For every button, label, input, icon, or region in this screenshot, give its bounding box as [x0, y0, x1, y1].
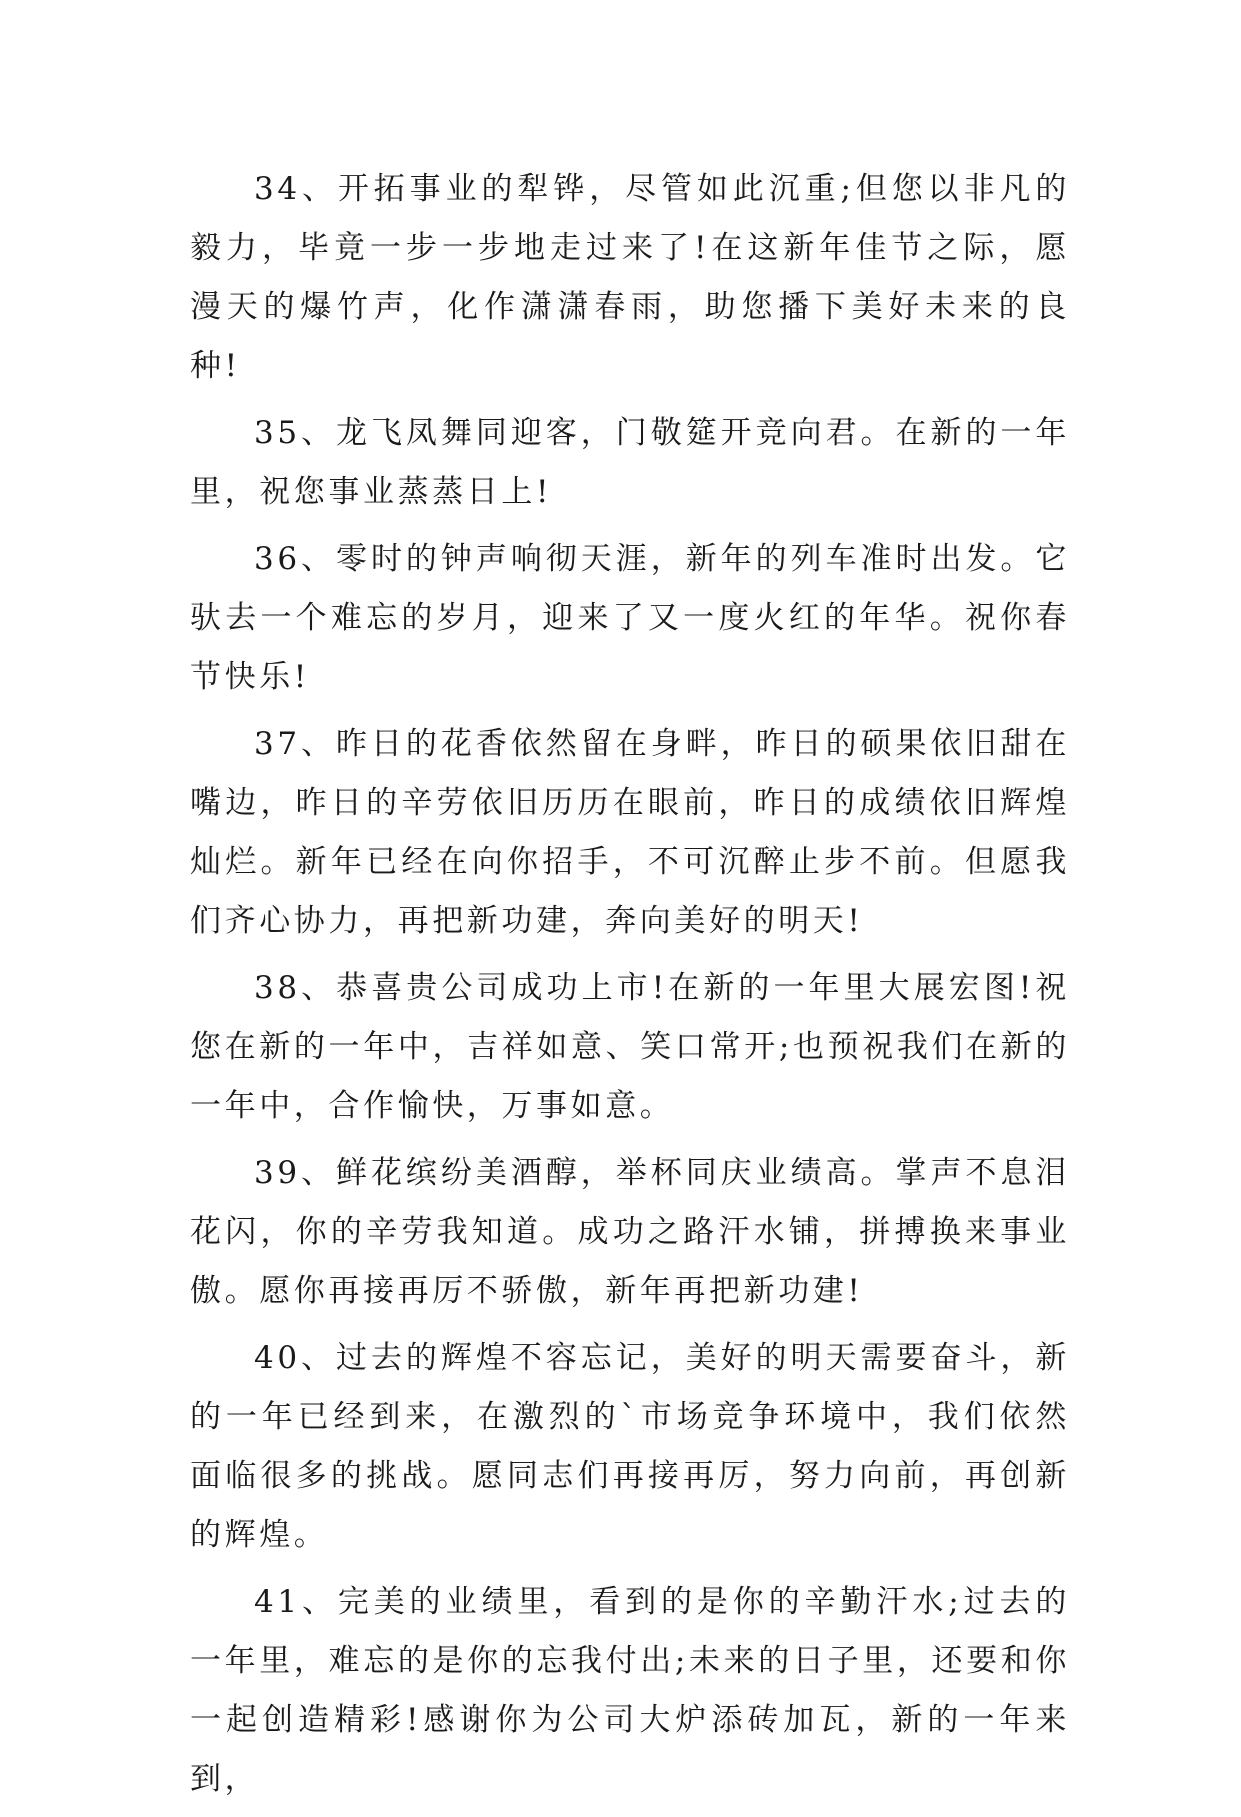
paragraph-38: 38、恭喜贵公司成功上市!在新的一年里大展宏图!祝您在新的一年中，吉祥如意、笑口常开;也预祝我们在新的一年中，合作愉快，万事如意。	[190, 970, 1070, 1124]
paragraph-36: 36、零时的钟声响彻天涯，新年的列车准时出发。它驮去一个难忘的岁月，迎来了又一度火红的年华。祝你春节快乐!	[190, 541, 1070, 695]
paragraph-41: 41、完美的业绩里，看到的是你的辛勤汗水;过去的一年里，难忘的是你的忘我付出;未来的日子里，还要和你一起创造精彩!感谢你为公司大炉添砖加瓦，新的一年来到，	[190, 1584, 1070, 1797]
paragraph-39: 39、鲜花缤纷美酒醇，举杯同庆业绩高。掌声不息泪花闪，你的辛劳我知道。成功之路汗水铺，拼搏换来事业傲。愿你再接再厉不骄傲，新年再把新功建!	[190, 1155, 1070, 1309]
paragraph-35: 35、龙飞凤舞同迎客，门敬筵开竞向君。在新的一年里，祝您事业蒸蒸日上!	[190, 415, 1070, 510]
document-body	[190, 160, 1070, 1817]
paragraph-34: 34、开拓事业的犁铧，尽管如此沉重;但您以非凡的毅力，毕竟一步一步地走过来了!在这新年佳节之际，愿漫天的爆竹声，化作潇潇春雨，助您播下美好未来的良种!	[190, 171, 1070, 384]
paragraph-40: 40、过去的辉煌不容忘记，美好的明天需要奋斗，新的一年已经到来，在激烈的`市场竞争环境中，我们依然面临很多的挑战。愿同志们再接再厉，努力向前，再创新的辉煌。	[190, 1340, 1070, 1553]
paragraph-37: 37、昨日的花香依然留在身畔，昨日的硕果依旧甜在嘴边，昨日的辛劳依旧历历在眼前，昨日的成绩依旧辉煌灿烂。新年已经在向你招手，不可沉醉止步不前。但愿我们齐心协力，再把新功建，奔向美好的明天!	[190, 726, 1070, 939]
